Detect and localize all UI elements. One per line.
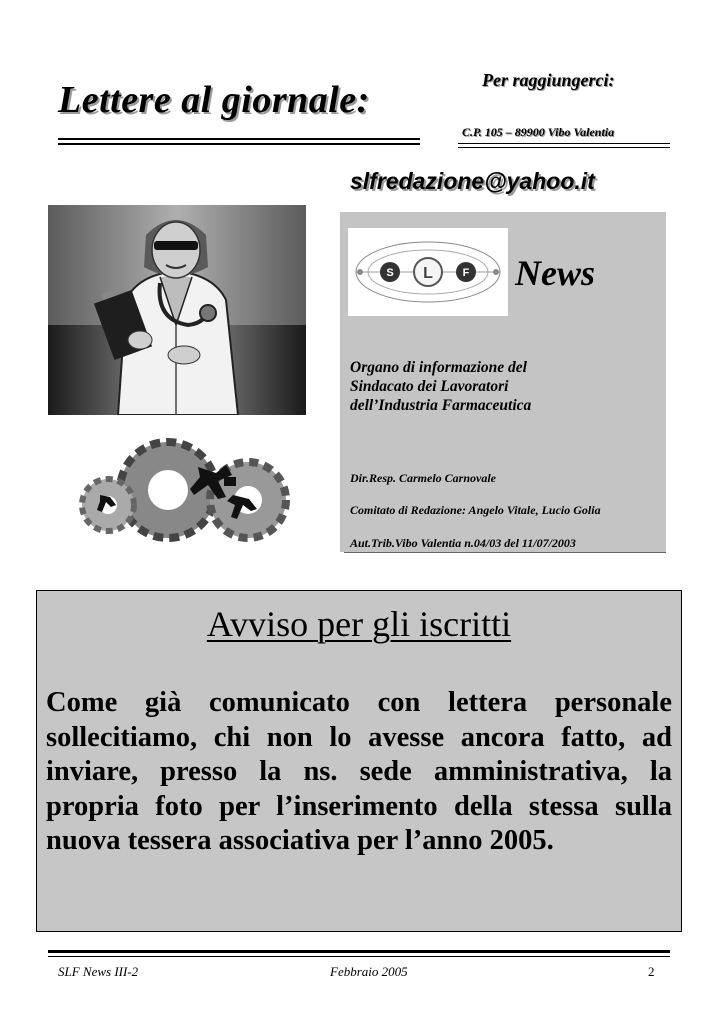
address-divider xyxy=(458,143,670,148)
doctor-illustration xyxy=(48,205,306,415)
page-number: 2 xyxy=(648,964,655,979)
doctor-gears-clipart xyxy=(48,205,306,550)
issue-date: Febbraio 2005 xyxy=(330,964,408,979)
notice-body: Come già comunicato con lettera personale sollecitiamo, chi non lo avesse ancora fatto, ad inviare, presso la ns. sede amministrativa, la propria foto per l’inserimento della stessa sulla nuova tessera associativa per l’anno 2005. xyxy=(46,687,672,856)
email-address[interactable]: slfredazione@yahoo.it xyxy=(350,168,595,194)
title-divider xyxy=(58,138,420,145)
postal-address: C.P. 105 – 89900 Vibo Valentia xyxy=(462,125,615,139)
issue-label: SLF News III-2 xyxy=(58,964,139,979)
court-authorization: Aut.Trib.Vibo Valentia n.04/03 del 11/07/2003 xyxy=(350,536,576,550)
description-line: dell’Industria Farmaceutica xyxy=(350,397,532,414)
notice-title: Avviso per gli iscritti xyxy=(206,604,512,644)
footer-divider xyxy=(48,950,670,957)
gears-runners-illustration xyxy=(56,415,306,550)
logo-letter-s: S xyxy=(386,267,394,279)
logo-letter-l: L xyxy=(423,265,433,282)
editorial-committee: Comitato di Redazione: Angelo Vitale, Lucio Golia xyxy=(350,503,601,517)
logo-letter-f: F xyxy=(462,267,470,279)
slf-logo xyxy=(348,228,508,316)
page-title: Lettere al giornale: xyxy=(58,79,370,121)
contact-heading: Per raggiungerci: xyxy=(482,70,615,90)
news-wordmark: News xyxy=(515,253,595,293)
description-line: Organo di informazione del xyxy=(350,359,527,376)
director-credit: Dir.Resp. Carmelo Carnovale xyxy=(350,471,497,485)
masthead-divider xyxy=(344,552,666,553)
publication-description xyxy=(350,358,531,415)
description-line: Sindacato dei Lavoratori xyxy=(350,378,509,395)
notice-heading xyxy=(36,603,682,645)
